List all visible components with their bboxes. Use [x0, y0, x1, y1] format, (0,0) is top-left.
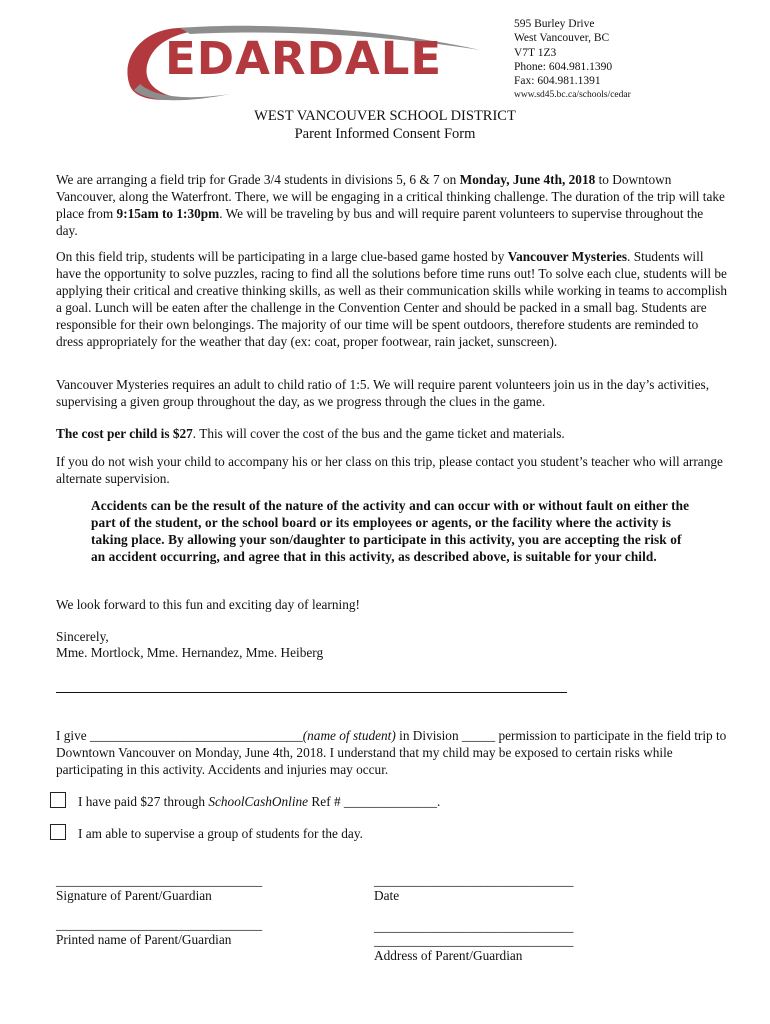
- supervise-option-label: I am able to supervise a group of students for the day.: [78, 826, 363, 841]
- date-line[interactable]: ______________________________: [374, 873, 574, 888]
- supervise-checkbox[interactable]: [50, 824, 66, 840]
- address-website: www.sd45.bc.ca/schools/cedar: [514, 90, 631, 101]
- liability-warning: Accidents can be the result of the nature of the activity and can occur with or without fault on either the part of the student, or the school board or its employees or agents, or the facility where the activity is taking place. By allowing your son/daughter to participate in this activity, you are accepting the risk of an accident occurring, and agree that in this activity, as described above, is suitable for your child.: [91, 498, 690, 564]
- address-line-1[interactable]: ______________________________: [374, 919, 574, 934]
- separator-line: [56, 692, 567, 693]
- cost-paragraph: The cost per child is $27. This will cover the cost of the bus and the game ticket and materials.: [56, 426, 565, 441]
- school-address: [514, 17, 631, 103]
- closing-line: We look forward to this fun and exciting day of learning!: [56, 597, 360, 612]
- printed-name-label: Printed name of Parent/Guardian: [56, 932, 232, 947]
- address-label: Address of Parent/Guardian: [374, 948, 523, 963]
- host-name: Vancouver Mysteries: [507, 249, 628, 264]
- trip-details-paragraph: We are arranging a field trip for Grade 3/4 students in divisions 5, 6 & 7 on Monday, June 4th, 2018 to Downtown Vancouver, along the Waterfront. There, we will be engaging in a critical thinking challenge. The duration of the trip will take place from 9:15am to 1:30pm. We will be traveling by bus and will require parent volunteers to supervise throughout the day.: [56, 172, 725, 238]
- address-fax: Fax: 604.981.1391: [514, 75, 601, 88]
- volunteer-paragraph: Vancouver Mysteries requires an adult to child ratio of 1:5. We will require parent volunteers join us in the day’s activities, supervising a given group throughout the day, as we progress through the clues in the game.: [56, 377, 710, 409]
- trip-time: 9:15am to 1:30pm: [116, 205, 220, 221]
- alternate-paragraph: If you do not wish your child to accompany his or her class on this trip, please contact you student’s teacher who will arrange alternate supervision.: [56, 454, 723, 486]
- trip-date: Monday, June 4th, 2018: [459, 172, 596, 187]
- paid-option-label: I have paid $27 through SchoolCashOnline Ref # ______________.: [78, 794, 441, 809]
- address-postal: V7T 1Z3: [514, 46, 557, 59]
- paid-checkbox[interactable]: [50, 792, 66, 808]
- date-label: Date: [374, 888, 400, 903]
- address-city: West Vancouver, BC: [514, 32, 610, 45]
- activity-paragraph: On this field trip, students will be participating in a large clue-based game hosted by Vancouver Mysteries. Students will have the opportunity to solve puzzles, racing to find all the solutions before time runs out! To solve each clue, students will be applying their critical and creative thinking skills, as well as their communication skills while working in teams to accomplish a goal. Lunch will be eaten after the challenge in the Convention Center and should be packed in a small bag. Students are responsible for their own belongings. The majority of our time will be spent outdoors, therefore students are reminded to dress appropriately for the weather that day (ex: coat, proper footwear, rain jacket, sunscreen).: [56, 249, 727, 349]
- address-line-2[interactable]: ______________________________: [374, 933, 574, 948]
- printed-name-line[interactable]: _______________________________: [56, 917, 263, 932]
- cost-highlight: The cost per child is $27: [56, 426, 193, 441]
- teacher-names: Mme. Mortlock, Mme. Hernandez, Mme. Heiberg: [56, 645, 324, 660]
- school-logo: [120, 20, 490, 102]
- form-title: Parent Informed Consent Form: [294, 126, 476, 142]
- address-street: 595 Burley Drive: [514, 18, 595, 30]
- payment-system-name: SchoolCashOnline: [208, 794, 309, 809]
- logo-text: EDARDALE: [165, 32, 443, 85]
- signoff: Sincerely,: [56, 629, 109, 644]
- district-title: WEST VANCOUVER SCHOOL DISTRICT: [254, 108, 516, 124]
- signature-line[interactable]: _______________________________: [56, 873, 263, 888]
- address-phone: Phone: 604.981.1390: [514, 60, 613, 73]
- consent-statement: I give ________________________________(name of student) in Division _____ permission to participate in the field trip to Downtown Vancouver on Monday, June 4th, 2018. I understand that my child may be exposed to certain risks while participating in this activity. Accidents and injuries may occur.: [56, 728, 727, 777]
- student-name-hint: (name of student): [302, 728, 396, 743]
- signature-label: Signature of Parent/Guardian: [56, 888, 212, 903]
